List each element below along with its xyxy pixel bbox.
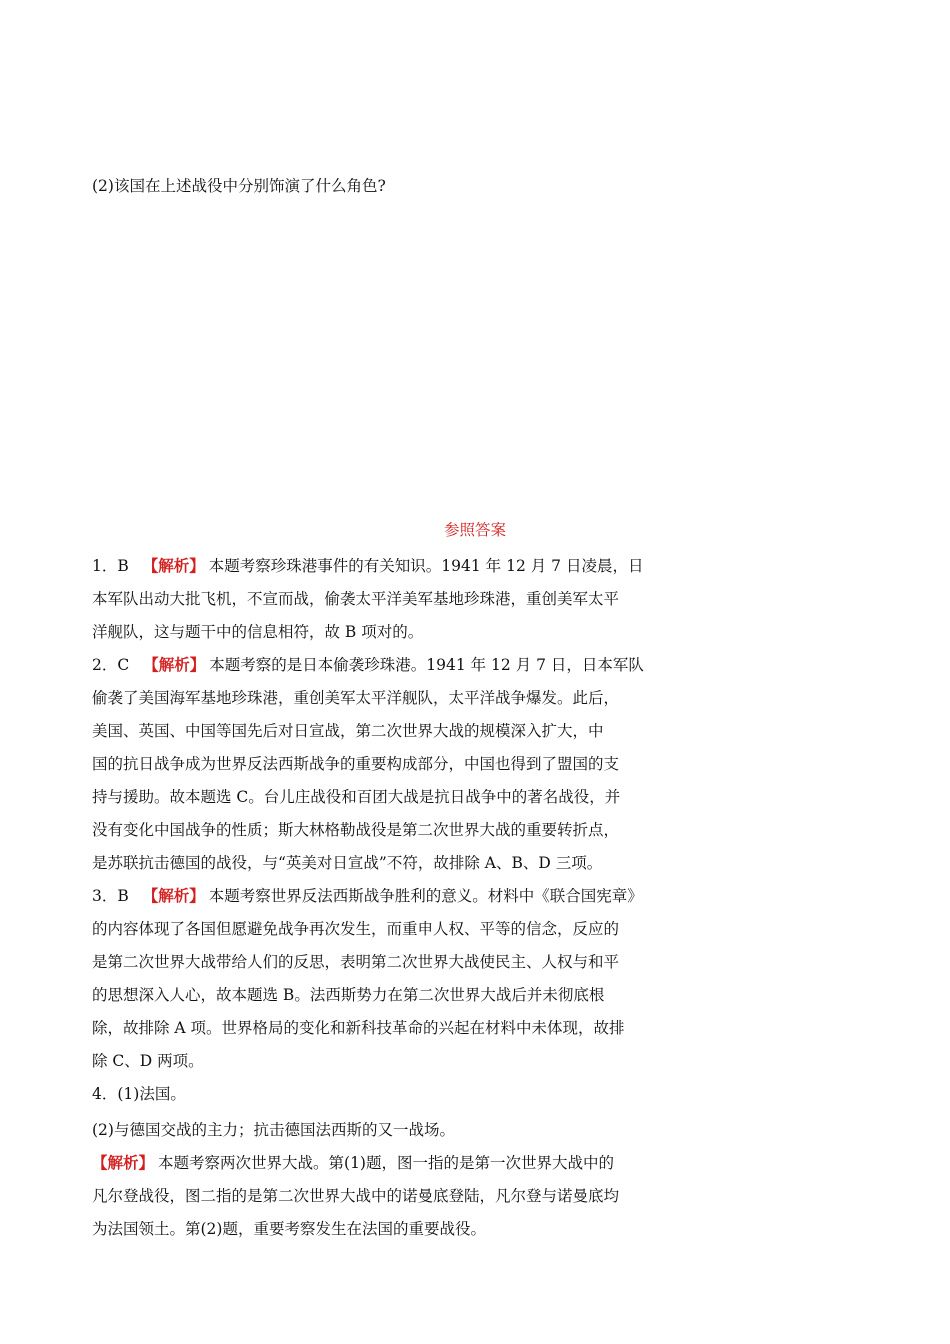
answers-title: 参照答案: [443, 521, 506, 539]
answer-1-line: 洋舰队，这与题干中的信息相符，故 B 项对的。: [92, 623, 424, 641]
answer-2-text: 本题考察的是日本偷袭珍珠港。1941 年 12 月 7 日，日本军队: [209, 656, 644, 674]
answer-4-part-1: 4．(1)法国。: [92, 1085, 186, 1103]
answer-3-line: 是第二次世界大战带给人们的反思，表明第二次世界大战使民主、人权与和平: [92, 953, 620, 971]
answer-3-line: 的内容体现了各国但愿避免战争再次发生，而重申人权、平等的信念，反应的: [92, 920, 620, 938]
analysis-tag: 【解析】: [92, 1153, 155, 1172]
answer-3-first-line: [92, 886, 692, 906]
analysis-tag: 【解析】: [142, 556, 205, 575]
answer-2-line: 没有变化中国战争的性质；斯大林格勒战役是第二次世界大战的重要转折点，: [92, 821, 620, 839]
question-2-text: (2)该国在上述战役中分别饰演了什么角色?: [92, 177, 386, 195]
answer-3-line: 除，故排除 A 项。世界格局的变化和新科技革命的兴起在材料中未体现，故排: [92, 1019, 625, 1037]
analysis-tag: 【解析】: [143, 655, 206, 674]
answer-4-part-2: (2)与德国交战的主力；抗击德国法西斯的又一战场。: [92, 1121, 455, 1139]
answer-2-line: 持与援助。故本题选 C。台儿庄战役和百团大战是抗日战争中的著名战役，并: [92, 788, 621, 806]
answer-4-analysis-first-line: [92, 1153, 692, 1173]
answer-3-number: 3．B: [92, 887, 129, 905]
answer-2-line: 是苏联抗击德国的战役，与“英美对日宣战”不符，故排除 A、B、D 三项。: [92, 854, 603, 872]
answer-1-line: 本军队出动大批飞机，不宣而战，偷袭太平洋美军基地珍珠港，重创美军太平: [92, 590, 620, 608]
analysis-tag: 【解析】: [142, 886, 205, 905]
answer-1-number: 1．B: [92, 557, 129, 575]
answer-1-text: 本题考察珍珠港事件的有关知识。1941 年 12 月 7 日凌晨，日: [208, 557, 644, 575]
answer-4-line: 为法国领土。第(2)题，重要考察发生在法国的重要战役。: [92, 1220, 486, 1238]
answer-2-line: 偷袭了美国海军基地珍珠港，重创美军太平洋舰队，太平洋战争爆发。此后，: [92, 689, 620, 707]
answer-2-number: 2．C: [92, 656, 130, 674]
answer-2-first-line: [92, 655, 692, 675]
answer-3-text: 本题考察世界反法西斯战争胜利的意义。材料中《联合国宪章》: [208, 887, 643, 905]
answer-4-line: 凡尔登战役，图二指的是第二次世界大战中的诺曼底登陆，凡尔登与诺曼底均: [92, 1187, 620, 1205]
answer-2-line: 国的抗日战争成为世界反法西斯战争的重要构成部分，中国也得到了盟国的支: [92, 755, 620, 773]
answer-4-text: 本题考察两次世界大战。第(1)题，图一指的是第一次世界大战中的: [158, 1154, 614, 1172]
answer-2-line: 美国、英国、中国等国先后对日宣战，第二次世界大战的规模深入扩大，中: [92, 722, 604, 740]
answer-3-line: 的思想深入人心，故本题选 B。法西斯势力在第二次世界大战后并未彻底根: [92, 986, 605, 1004]
answer-3-line: 除 C、D 两项。: [92, 1052, 204, 1070]
answer-1-first-line: [92, 556, 692, 576]
